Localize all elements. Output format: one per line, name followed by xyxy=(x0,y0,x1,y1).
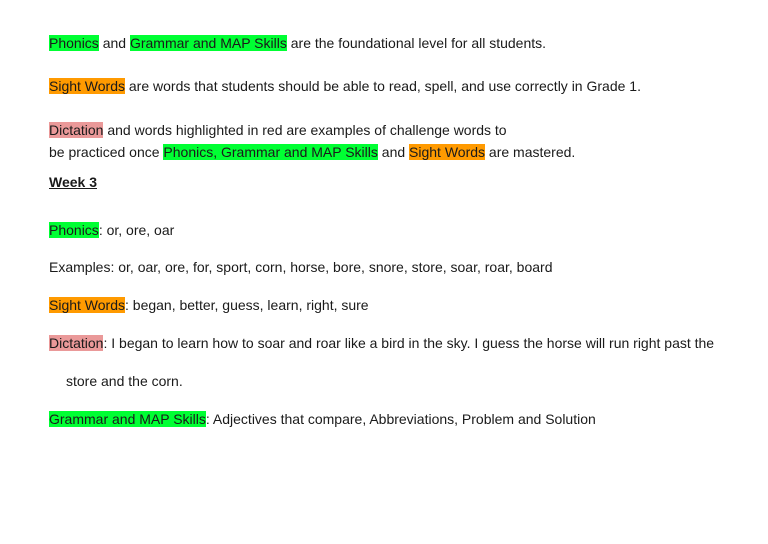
week-title: Week 3 xyxy=(49,174,97,190)
dictation-label: Dictation xyxy=(49,335,104,351)
sight-words-line xyxy=(49,296,369,314)
intro-line-2-rest: are words that students should be able to read, spell, and use correctly in Grade 1. xyxy=(125,78,641,94)
grammar-line xyxy=(49,410,596,428)
intro-line-1-rest: are the foundational level for all students. xyxy=(286,35,547,51)
intro-line-3-rest: and words highlighted in red are examples of challenge words to xyxy=(103,122,507,138)
intro-line-2 xyxy=(49,77,641,95)
intro-line-4-rest: are mastered. xyxy=(485,144,576,160)
examples-line: Examples: or, oar, ore, for, sport, corn, horse, bore, snore, store, soar, roar, board xyxy=(49,259,553,275)
grammar-label: Grammar and MAP Skills xyxy=(49,411,206,427)
sight-words-highlight: Sight Words xyxy=(49,78,125,94)
dictation-continuation: store and the corn. xyxy=(66,373,183,389)
intro-line-3 xyxy=(49,121,507,139)
phonics-text: : or, ore, oar xyxy=(98,222,175,238)
dictation-line xyxy=(49,334,714,352)
phonics-label: Phonics xyxy=(49,222,99,238)
intro-line-1 xyxy=(49,34,546,52)
intro-line-4-start: be practiced once xyxy=(49,144,164,160)
grammar-text: : Adjectives that compare, Abbreviations, Problem and Solution xyxy=(205,411,596,427)
intro-line-4 xyxy=(49,143,575,161)
sight-words-highlight-2: Sight Words xyxy=(409,144,486,160)
phonics-highlight: Phonics xyxy=(49,35,99,51)
phonics-grammar-highlight: Phonics, Grammar and MAP Skills xyxy=(163,144,378,160)
sight-words-text: : began, better, guess, learn, right, sure xyxy=(125,297,369,313)
phonics-line xyxy=(49,221,174,239)
intro-line-1-and: and xyxy=(98,35,130,51)
sight-words-label: Sight Words xyxy=(49,297,125,313)
dictation-highlight: Dictation xyxy=(49,122,104,138)
intro-line-4-and: and xyxy=(377,144,410,160)
grammar-highlight: Grammar and MAP Skills xyxy=(129,35,287,51)
dictation-text: : I began to learn how to soar and roar like a bird in the sky. I guess the horse will run right past the xyxy=(103,335,715,351)
